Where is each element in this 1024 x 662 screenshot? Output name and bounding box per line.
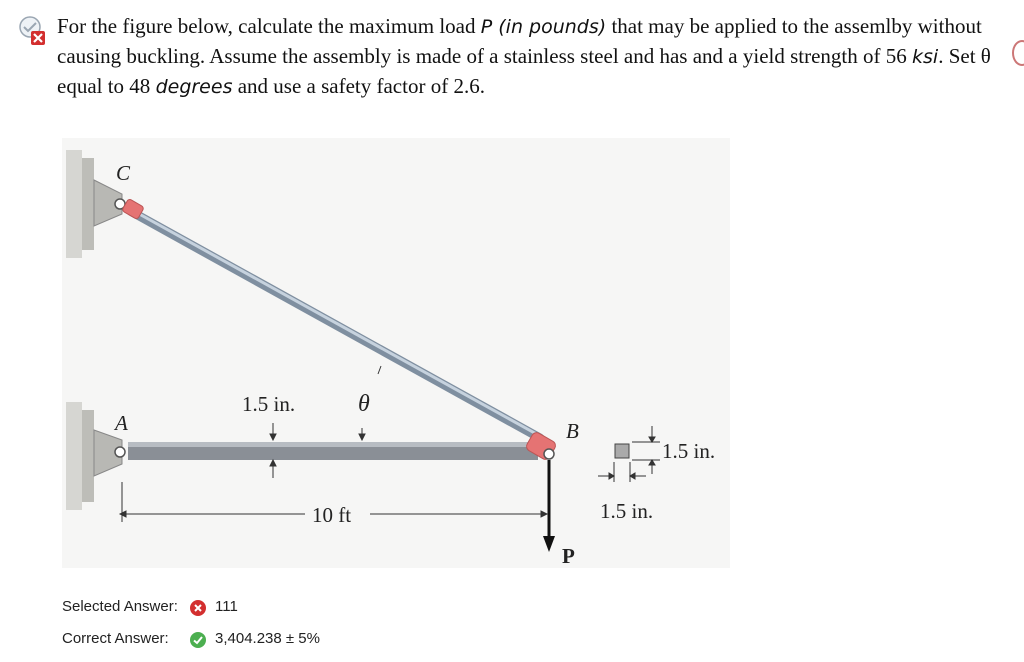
question-incorrect-icon	[12, 14, 52, 54]
dim-length-label: 10 ft	[312, 503, 352, 527]
correct-answer-value: 3,404.238 ± 5%	[215, 630, 320, 647]
label-theta: θ	[358, 391, 370, 417]
assembly-figure	[0, 138, 760, 588]
label-a: A	[115, 411, 128, 435]
label-p: P	[562, 544, 575, 568]
label-c: C	[116, 161, 131, 185]
dim-thickness-label: 1.5 in.	[242, 392, 296, 416]
unit-ksi: ksi	[912, 46, 939, 68]
unit-degrees: degrees	[155, 76, 233, 98]
selected-answer-value: 111	[215, 598, 238, 615]
member-ab-highlight	[128, 442, 538, 447]
correct-answer-label: Correct Answer:	[62, 630, 169, 647]
question-text: For the figure below, calculate the maximum load P (in pounds) that may be applied to the assemlby without causing buckling. Assume the assembly is made of a stainless steel and has and a yield strength of 56 ksi. Set θ equal to 48 degrees and use a safety factor of 2.6.	[57, 14, 991, 98]
dim-section-width-label: 1.5 in.	[600, 499, 654, 523]
dim-section-height-label: 1.5 in.	[662, 439, 716, 463]
variable-p: P (in pounds)	[480, 16, 607, 38]
correct-icon	[190, 632, 206, 648]
incorrect-icon	[190, 600, 206, 616]
label-b: B	[566, 419, 579, 443]
selected-answer-label: Selected Answer:	[62, 598, 178, 615]
